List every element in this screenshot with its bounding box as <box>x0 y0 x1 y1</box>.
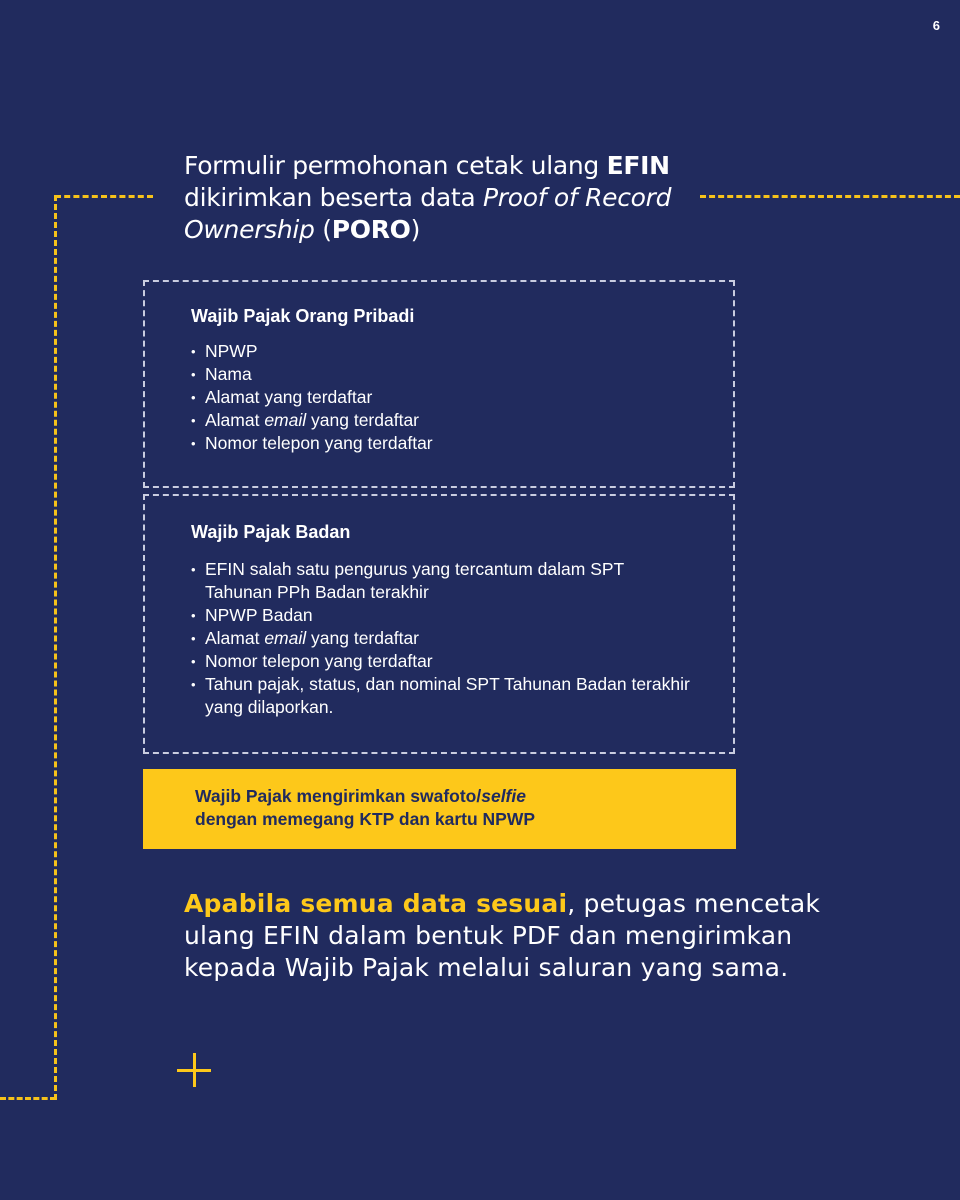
list-item: • Alamat email yang terdaftar <box>191 627 691 650</box>
list-item: • Nama <box>191 363 711 386</box>
list-item: • EFIN salah satu pengurus yang tercantum dalam SPT Tahunan PPh Badan terakhir <box>191 558 691 604</box>
banner-line-2: dengan memegang KTP dan kartu NPWP <box>195 809 536 829</box>
closing-paragraph: Apabila semua data sesuai, petugas mencetak ulang EFIN dalam bentuk PDF dan mengirimkan kepada Wajib Pajak melalui saluran yang sama. <box>184 889 821 982</box>
page-heading: Formulir permohonan cetak ulang EFIN dikirimkan beserta data Proof of Record Ownership (PORO) <box>184 151 672 244</box>
page-number: 6 <box>932 18 940 33</box>
corporate-taxpayer-title: Wajib Pajak Badan <box>191 522 351 542</box>
list-item: • Nomor telepon yang terdaftar <box>191 432 711 455</box>
corporate-taxpayer-box <box>143 494 735 754</box>
list-item: • Nomor telepon yang terdaftar <box>191 650 691 673</box>
frame-dash-bottom-left <box>0 1097 56 1100</box>
plus-icon <box>177 1053 211 1087</box>
individual-taxpayer-title: Wajib Pajak Orang Pribadi <box>191 306 415 326</box>
list-item: • Alamat email yang terdaftar <box>191 409 711 432</box>
poro-full-term: Proof of Record Ownership <box>184 183 672 244</box>
individual-taxpayer-box <box>143 280 735 488</box>
frame-dash-top-left <box>55 195 153 198</box>
efin-term: EFIN <box>606 151 670 180</box>
list-item: • NPWP Badan <box>191 604 691 627</box>
selfie-requirement-banner <box>143 769 736 849</box>
list-item: • NPWP <box>191 340 711 363</box>
poro-abbr: PORO <box>331 215 411 244</box>
corporate-requirements-list <box>191 558 691 719</box>
closing-highlight: Apabila semua data sesuai <box>184 889 568 918</box>
list-item: • Tahun pajak, status, dan nominal SPT Tahunan Badan terakhir yang dilaporkan. <box>191 673 691 719</box>
banner-line-1: Wajib Pajak mengirimkan swafoto/selfie <box>195 786 526 806</box>
frame-dash-left <box>54 195 57 1100</box>
frame-dash-top-right <box>700 195 960 198</box>
individual-requirements-list <box>191 340 711 455</box>
list-item: • Alamat yang terdaftar <box>191 386 711 409</box>
